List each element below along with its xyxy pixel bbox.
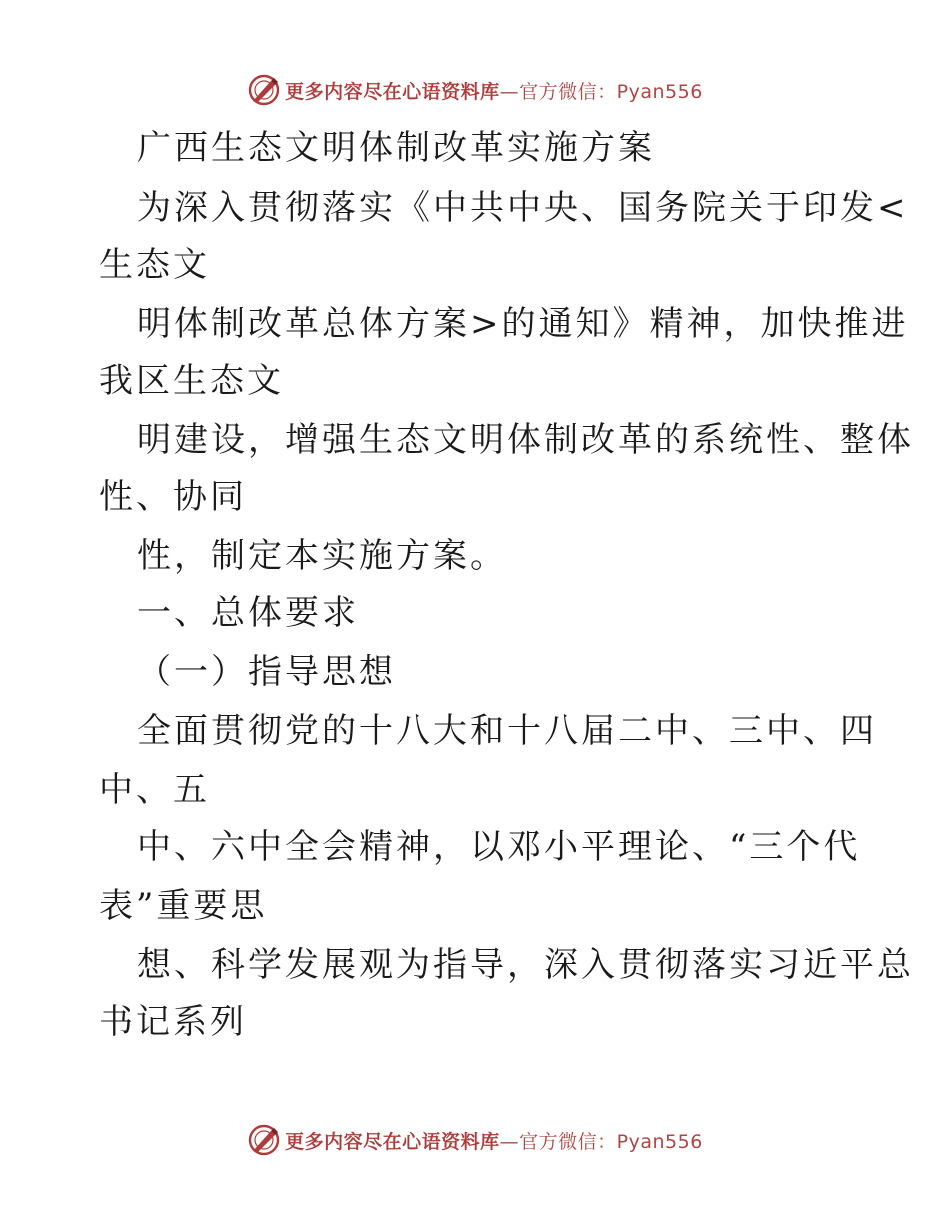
banner-dash: —: [499, 1130, 520, 1153]
banner-wechat: 官方微信：Pyan556: [519, 1130, 703, 1153]
banner-wechat: 官方微信：Pyan556: [519, 80, 703, 103]
paragraph-line-wrap: 我区生态文: [99, 361, 284, 401]
doc-title: 广西生态文明体制改革实施方案: [137, 128, 655, 168]
subsection-heading: （一）指导思想: [137, 652, 396, 692]
banner-dash: —: [499, 80, 520, 103]
paragraph-line: 性，制定本实施方案。: [137, 536, 507, 576]
section-heading: 一、总体要求: [137, 593, 359, 633]
paragraph-line-wrap: 中、五: [99, 770, 210, 810]
paragraph-line: 明体制改革总体方案>的通知》精神，加快推进: [137, 304, 909, 344]
footer-banner: [0, 1120, 950, 1160]
paragraph-line: 中、六中全会精神，以邓小平理论、“三个代: [137, 827, 861, 867]
paragraph-line-wrap: 生态文: [99, 245, 210, 285]
paragraph-line: 为深入贯彻落实《中共中央、国务院关于印发<: [137, 188, 909, 228]
header-banner: [0, 70, 950, 110]
banner-title: 更多内容尽在心语资料库: [285, 1130, 500, 1153]
paragraph-line: 想、科学发展观为指导，深入贯彻落实习近平总: [137, 945, 914, 985]
paragraph-line-wrap: 表”重要思: [99, 886, 268, 926]
pen-logo-icon: [247, 73, 281, 107]
banner-title: 更多内容尽在心语资料库: [285, 80, 500, 103]
paragraph-line: 全面贯彻党的十八大和十八届二中、三中、四: [137, 711, 877, 751]
pen-logo-icon: [247, 1123, 281, 1157]
paragraph-line-wrap: 书记系列: [99, 1002, 247, 1042]
paragraph-line-wrap: 性、协同: [99, 477, 247, 517]
paragraph-line: 明建设，增强生态文明体制改革的系统性、整体: [137, 420, 914, 460]
